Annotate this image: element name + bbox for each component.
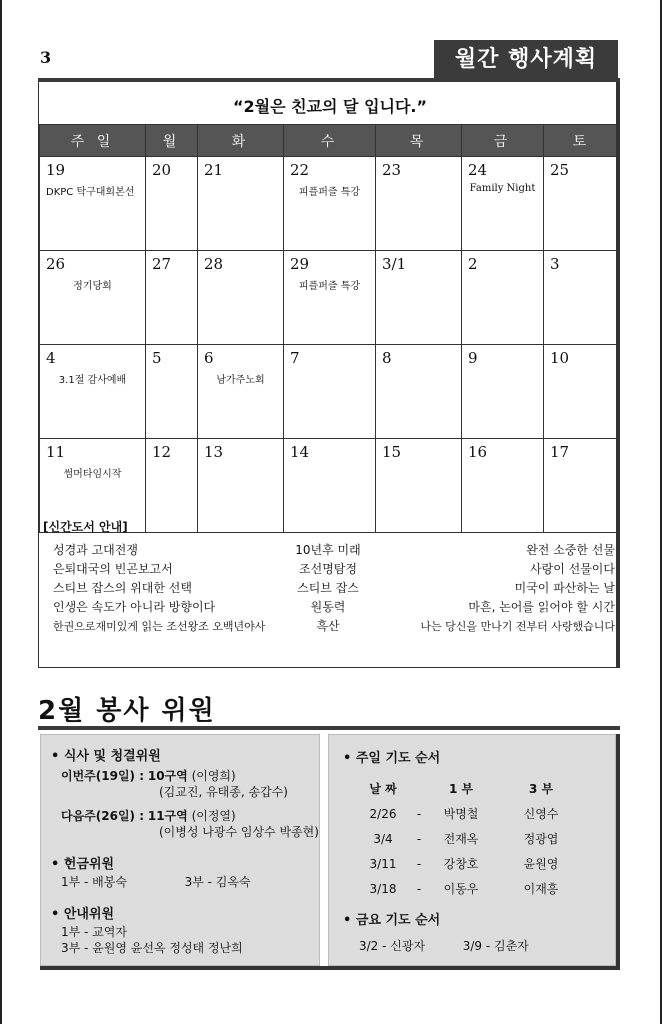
prayer-dash: - bbox=[416, 807, 422, 821]
calendar-box bbox=[38, 82, 620, 668]
day-number: 3/1 bbox=[382, 255, 407, 273]
prayer-header-dash bbox=[407, 777, 431, 802]
prayer-date: 3/11 bbox=[369, 857, 397, 871]
day-event: 피플퍼즐 특강 bbox=[298, 281, 361, 292]
week-row bbox=[40, 345, 620, 439]
weekday-header: 토 bbox=[544, 125, 620, 157]
book-title: 마흔, 논어를 읽어야 할 시간 bbox=[468, 600, 615, 614]
day-cell bbox=[544, 251, 620, 345]
day-number: 7 bbox=[290, 349, 300, 367]
meal-next-week-members: (이병성 나광수 임상수 박종현) bbox=[159, 825, 319, 839]
volunteer-title: 2월 봉사 위원 bbox=[38, 696, 216, 726]
book-title: 스티브 잡스 bbox=[297, 581, 359, 595]
book-title: 스티브 잡스의 위대한 선택 bbox=[53, 581, 192, 595]
meal-next-week-label: 다음주(26일) : bbox=[61, 809, 145, 823]
day-event: DKPC 탁구대회본선 bbox=[46, 187, 135, 198]
meal-this-week-leader: (이영희) bbox=[191, 769, 236, 783]
day-cell bbox=[146, 157, 198, 251]
weekday-header-row bbox=[40, 125, 620, 157]
meal-block bbox=[51, 745, 319, 840]
day-cell bbox=[146, 251, 198, 345]
day-cell bbox=[284, 157, 376, 251]
day-cell bbox=[40, 251, 146, 345]
prayer-header-third: 3 부 bbox=[528, 782, 554, 796]
day-cell bbox=[198, 251, 284, 345]
day-cell bbox=[40, 345, 146, 439]
day-number: 12 bbox=[152, 443, 172, 461]
day-cell bbox=[376, 345, 462, 439]
book-title: 원동력 bbox=[310, 600, 346, 614]
day-number: 5 bbox=[152, 349, 162, 367]
weekday-header: 화 bbox=[198, 125, 284, 157]
new-books-heading: [신간도서 안내] bbox=[43, 520, 128, 534]
book-row bbox=[43, 579, 615, 598]
prayer-date: 2/26 bbox=[369, 807, 397, 821]
usher-line-2: 3부 - 윤원영 윤선옥 정성태 정난희 bbox=[61, 941, 243, 955]
day-number: 17 bbox=[550, 443, 570, 461]
weekday-header: 수 bbox=[284, 125, 376, 157]
day-event: 피플퍼즐 특강 bbox=[298, 187, 361, 198]
day-number: 16 bbox=[468, 443, 488, 461]
book-title: 한권으로재미있게 읽는 조선왕조 오백년야사 bbox=[53, 620, 266, 633]
meal-this-week-value: 10구역 bbox=[147, 769, 188, 783]
new-books-section bbox=[43, 518, 615, 636]
offering-line bbox=[51, 874, 251, 890]
book-title: 성경과 고대전쟁 bbox=[53, 543, 138, 557]
week-row bbox=[40, 251, 620, 345]
day-number: 25 bbox=[550, 161, 570, 179]
day-number: 6 bbox=[204, 349, 214, 367]
day-number: 27 bbox=[152, 255, 172, 273]
usher-title: • 안내위원 bbox=[51, 903, 243, 922]
sunday-prayer-row bbox=[359, 802, 591, 827]
day-cell bbox=[544, 157, 620, 251]
volunteer-right-panel bbox=[328, 734, 616, 966]
usher-block bbox=[51, 903, 243, 956]
day-number: 24 bbox=[468, 161, 488, 179]
friday-prayer-item: 3/9 - 김춘자 bbox=[462, 939, 529, 953]
prayer-dash: - bbox=[416, 832, 422, 846]
day-number: 22 bbox=[290, 161, 310, 179]
day-number: 13 bbox=[204, 443, 224, 461]
day-event: 정기당회 bbox=[73, 281, 112, 292]
offering-title: • 헌금위원 bbox=[51, 853, 251, 872]
day-number: 23 bbox=[382, 161, 402, 179]
sunday-prayer-title-block bbox=[343, 747, 440, 766]
book-row bbox=[43, 617, 615, 636]
book-title: 흑산 bbox=[316, 619, 340, 633]
meal-this-week bbox=[51, 768, 319, 784]
day-cell bbox=[198, 345, 284, 439]
prayer-third: 윤원영 bbox=[523, 857, 559, 871]
meal-this-week-members: (김교진, 유태종, 송갑수) bbox=[159, 785, 288, 799]
day-cell bbox=[376, 251, 462, 345]
friday-prayer-item: 3/2 - 신광자 bbox=[359, 939, 426, 953]
sunday-prayer-header bbox=[359, 777, 591, 802]
volunteer-left-panel bbox=[40, 734, 320, 966]
day-cell bbox=[376, 157, 462, 251]
book-title: 미국이 파산하는 날 bbox=[514, 581, 615, 595]
meal-next-week-leader: (이정열) bbox=[191, 809, 236, 823]
book-title: 사랑이 선물이다 bbox=[530, 562, 615, 576]
day-cell bbox=[462, 345, 544, 439]
volunteer-panel-shadow-bottom bbox=[40, 966, 620, 970]
day-cell bbox=[284, 251, 376, 345]
sunday-prayer-row bbox=[359, 827, 591, 852]
usher-line-1: 1부 - 교역자 bbox=[61, 925, 127, 939]
day-number: 21 bbox=[204, 161, 224, 179]
volunteer-panel-shadow-right bbox=[616, 734, 620, 966]
prayer-dash: - bbox=[416, 882, 422, 896]
day-number: 4 bbox=[46, 349, 56, 367]
prayer-third: 정광엽 bbox=[523, 832, 559, 846]
offering-first: 1부 - 배봉숙 bbox=[61, 875, 127, 889]
book-row bbox=[43, 541, 615, 560]
offering-third: 3부 - 김옥숙 bbox=[184, 875, 251, 889]
prayer-dash: - bbox=[416, 857, 422, 871]
day-number: 26 bbox=[46, 255, 66, 273]
friday-prayer-block bbox=[343, 909, 529, 954]
meal-next-week-value: 11구역 bbox=[147, 809, 188, 823]
prayer-date: 3/4 bbox=[373, 832, 393, 846]
day-number: 28 bbox=[204, 255, 224, 273]
day-number: 15 bbox=[382, 443, 402, 461]
day-number: 14 bbox=[290, 443, 310, 461]
prayer-date: 3/18 bbox=[369, 882, 397, 896]
calendar-table bbox=[39, 124, 620, 533]
day-number: 8 bbox=[382, 349, 392, 367]
sunday-prayer-row bbox=[359, 877, 591, 902]
weekday-header: 주 일 bbox=[40, 125, 146, 157]
calendar-shadow bbox=[616, 82, 620, 668]
book-title: 은퇴대국의 빈곤보고서 bbox=[53, 562, 173, 576]
friday-prayer-line bbox=[343, 938, 529, 954]
calendar-heading: “2월은 친교의 달 입니다.” bbox=[232, 97, 428, 116]
sunday-prayer-row bbox=[359, 852, 591, 877]
day-number: 19 bbox=[46, 161, 66, 179]
weekday-header: 월 bbox=[146, 125, 198, 157]
book-row bbox=[43, 560, 615, 579]
day-cell bbox=[284, 345, 376, 439]
prayer-first: 전재옥 bbox=[443, 832, 479, 846]
weekday-header: 목 bbox=[376, 125, 462, 157]
page-number: 3 bbox=[40, 48, 52, 67]
day-number: 2 bbox=[468, 255, 478, 273]
day-cell bbox=[544, 345, 620, 439]
prayer-first: 박명철 bbox=[443, 807, 479, 821]
book-title: 인생은 속도가 아니라 방향이다 bbox=[53, 600, 216, 614]
day-number: 10 bbox=[550, 349, 570, 367]
day-cell bbox=[198, 157, 284, 251]
week-row bbox=[40, 157, 620, 251]
day-cell bbox=[40, 157, 146, 251]
day-number: 3 bbox=[550, 255, 560, 273]
sunday-prayer-table bbox=[359, 777, 591, 902]
weekday-header: 금 bbox=[462, 125, 544, 157]
day-number: 20 bbox=[152, 161, 172, 179]
day-event: 3.1절 감사예배 bbox=[58, 375, 127, 386]
day-event: 남가주노회 bbox=[216, 375, 265, 386]
book-title: 완전 소중한 선물 bbox=[526, 543, 615, 557]
offering-block bbox=[51, 853, 251, 890]
friday-prayer-title: • 금요 기도 순서 bbox=[343, 909, 529, 928]
prayer-header-first: 1 부 bbox=[448, 782, 474, 796]
book-title: 조선명탐정 bbox=[299, 562, 357, 576]
day-event: Family Night bbox=[469, 183, 536, 194]
prayer-first: 이동우 bbox=[443, 882, 479, 896]
book-title: 10년후 미래 bbox=[295, 543, 361, 557]
day-number: 29 bbox=[290, 255, 310, 273]
page-border-left bbox=[0, 0, 2, 1024]
day-cell bbox=[146, 345, 198, 439]
meal-next-week bbox=[51, 808, 319, 824]
day-cell bbox=[462, 251, 544, 345]
prayer-third: 신영수 bbox=[523, 807, 559, 821]
volunteer-rule bbox=[38, 726, 620, 730]
meal-title: • 식사 및 청결위원 bbox=[51, 745, 319, 764]
sunday-prayer-title: • 주일 기도 순서 bbox=[343, 747, 440, 766]
prayer-third: 이재흥 bbox=[523, 882, 559, 896]
day-number: 9 bbox=[468, 349, 478, 367]
book-title: 나는 당신을 만나기 전부터 사랑했습니다 bbox=[420, 620, 615, 633]
prayer-header-date: 날 짜 bbox=[369, 782, 397, 796]
day-number: 11 bbox=[46, 443, 66, 461]
book-row bbox=[43, 598, 615, 617]
day-event: 썸머타임시작 bbox=[63, 469, 122, 480]
day-cell bbox=[462, 157, 544, 251]
meal-this-week-label: 이번주(19일) : bbox=[61, 769, 145, 783]
section-title: 월간 행사계획 bbox=[434, 40, 618, 80]
prayer-first: 강창호 bbox=[443, 857, 479, 871]
